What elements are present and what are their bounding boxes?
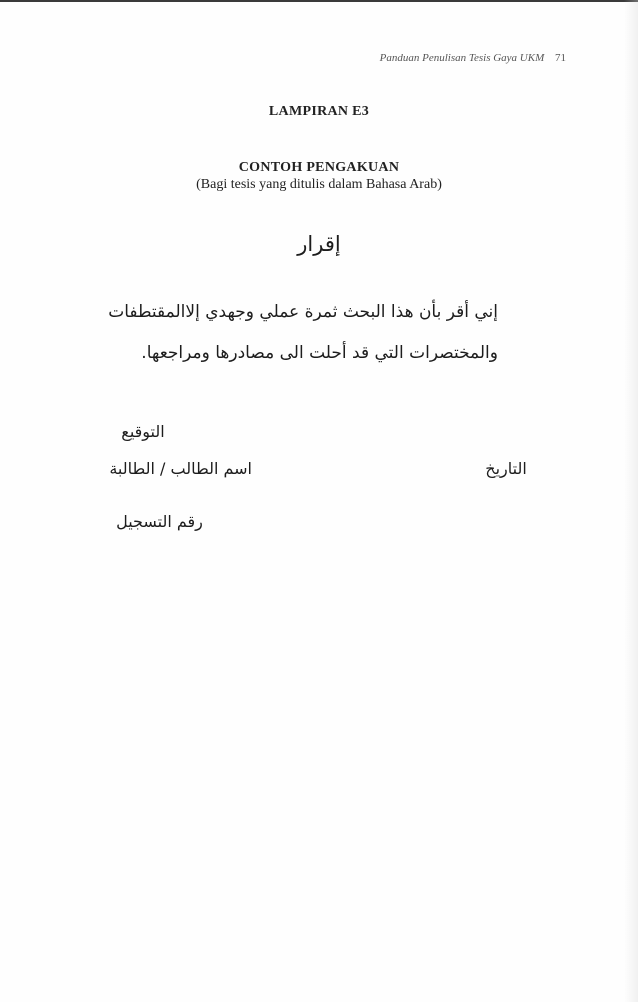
running-header (380, 52, 566, 64)
sample-subtitle: (Bagi tesis yang ditulis dalam Bahasa Arab) (196, 177, 442, 192)
date-label: التاريخ (485, 459, 527, 478)
registration-number-label: رقم التسجيل (116, 512, 203, 531)
declaration-line-1: إني أقر بأن هذا البحث ثمرة عملي وجهدي إلاالمقتطفات (108, 302, 498, 322)
declaration-heading: إقرار (297, 232, 341, 256)
appendix-title: LAMPIRAN E3 (268, 104, 370, 119)
running-title: Panduan Penulisan Tesis Gaya UKM (379, 52, 545, 64)
student-name-label: اسم الطالب / الطالبة (109, 459, 252, 478)
signature-label: التوقيع (121, 422, 165, 441)
top-border-line (0, 0, 638, 2)
page-edge-shadow (624, 0, 638, 1002)
declaration-body (108, 292, 498, 374)
sample-title: CONTOH PENGAKUAN (238, 160, 400, 175)
page-number: 71 (555, 52, 566, 64)
declaration-line-2: والمختصرات التي قد أحلت الى مصادرها ومراجعها. (141, 343, 498, 363)
